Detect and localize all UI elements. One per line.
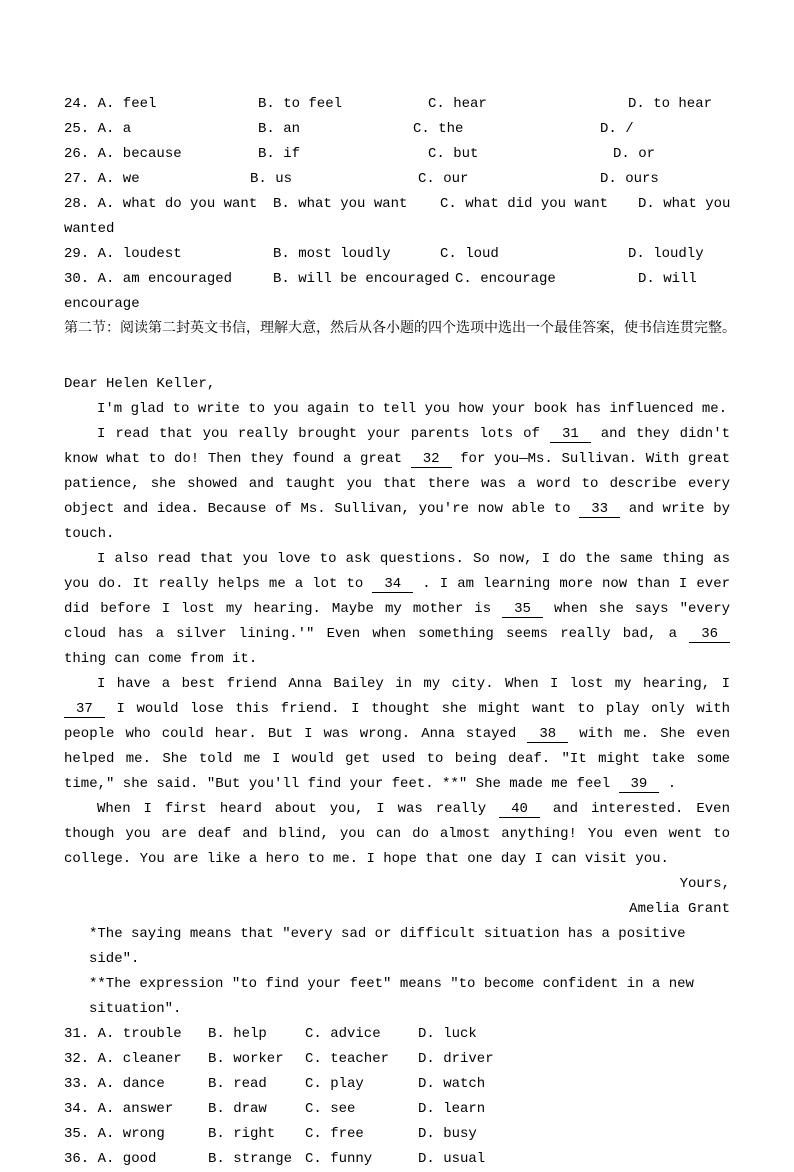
option: B. strange (208, 1151, 293, 1167)
option: D. loudly (628, 246, 704, 262)
option: D. learn (418, 1101, 486, 1117)
question-30 (64, 267, 730, 317)
option: B. read (208, 1076, 267, 1092)
option: C. the (413, 121, 464, 137)
letter-salutation: Dear Helen Keller, (64, 376, 216, 392)
option: D. luck (418, 1026, 477, 1042)
option: 34. A. answer (64, 1101, 174, 1117)
option: D. watch (418, 1076, 486, 1092)
footnote-2: **The expression ″to find your feet″ means ″to become confident in a new situation″. (89, 976, 694, 1017)
footnotes (64, 922, 730, 1022)
letter-closing: Yours, (679, 876, 730, 892)
question-row (64, 117, 730, 142)
question-row (64, 1022, 730, 1047)
option: 24. A. feel (64, 96, 157, 112)
question-29 (64, 242, 730, 267)
question-row (64, 1122, 730, 1147)
option: D. driver (418, 1051, 494, 1067)
option: 33. A. dance (64, 1076, 165, 1092)
letter-paragraph: I read that you really brought your parents lots of 31 and they didn't know what to do! Then they found a great 32 for you—Ms. Sullivan. With great patience, she showed and taught you that there was a word to describe every object and idea. Because of Ms. Sullivan, you're now able to 33 and write by touch. (64, 426, 731, 542)
option: C. loud (440, 246, 499, 262)
option: B. right (208, 1126, 276, 1142)
option: 29. A. loudest (64, 246, 182, 262)
option: D. / (600, 121, 634, 137)
option: 26. A. because (64, 146, 182, 162)
letter-paragraph: I also read that you love to ask questions. So now, I do the same thing as you do. It really helps me a lot to 34 . I am learning more now than I ever did before I lost my hearing. Maybe my mother is 35 when she says ″every cloud has a silver lining.′″ Even when something seems really bad, a 36 thing can come from it. (64, 551, 730, 667)
cloze-blank-39: 39 (619, 776, 660, 793)
option: C. see (305, 1101, 356, 1117)
cloze-blank-33: 33 (579, 501, 620, 518)
option: 32. A. cleaner (64, 1051, 182, 1067)
cloze-blank-34: 34 (372, 576, 413, 593)
option: B. worker (208, 1051, 284, 1067)
option: C. advice (305, 1026, 381, 1042)
option: D. will (638, 271, 697, 287)
question-list-24-30 (64, 92, 730, 317)
footnote-1: *The saying means that ″every sad or difficult situation has a positive side″. (89, 926, 686, 967)
option: B. will be encouraged (273, 271, 450, 287)
question-27 (64, 167, 730, 192)
option: B. if (258, 146, 301, 162)
cloze-blank-38: 38 (527, 726, 568, 743)
option: 25. A. a (64, 121, 132, 137)
question-28 (64, 192, 730, 242)
question-row (64, 1097, 730, 1122)
question-row (64, 1072, 730, 1097)
question-row (64, 167, 730, 192)
section-instruction: 第二节：阅读第二封英文书信，理解大意，然后从各小题的四个选项中选出一个最佳答案，使书信连贯完整。 (64, 321, 736, 337)
option: C. funny (305, 1151, 373, 1167)
question-36 (64, 1147, 730, 1172)
cloze-blank-35: 35 (502, 601, 543, 618)
question-row (64, 267, 730, 292)
option: 35. A. wrong (64, 1126, 165, 1142)
option: C. teacher (305, 1051, 390, 1067)
letter-signature: Amelia Grant (629, 901, 730, 917)
option: C. what did you want (440, 196, 609, 212)
option: B. help (208, 1026, 267, 1042)
option-wrap-line: encourage (64, 296, 140, 312)
question-row (64, 1047, 730, 1072)
cloze-blank-40: 40 (499, 801, 540, 818)
letter (64, 372, 730, 922)
option: B. an (258, 121, 301, 137)
option: B. what you want (273, 196, 408, 212)
letter-paragraph: When I first heard about you, I was really 40 and interested. Even though you are deaf and blind, you can do almost anything! You even went to college. You are like a hero to me. I hope that one day I can visit you. (64, 801, 730, 867)
option: C. hear (428, 96, 487, 112)
option: D. or (613, 146, 656, 162)
option: D. busy (418, 1126, 477, 1142)
option: D. to hear (628, 96, 713, 112)
letter-paragraph: I have a best friend Anna Bailey in my city. When I lost my hearing, I 37 I would lose this friend. I thought she might want to play only with people who could hear. But I was wrong. Anna stayed 38 with me. She even helped me. She told me I would get used to being deaf. ″It might take some time," she said. ″But you'll find your feet. **″ She made me feel 39 . (64, 676, 730, 792)
question-row (64, 142, 730, 167)
question-24 (64, 92, 730, 117)
cloze-blank-36: 36 (689, 626, 730, 643)
option: 28. A. what do you want (64, 196, 258, 212)
option: C. encourage (455, 271, 556, 287)
letter-paragraph: I'm glad to write to you again to tell you how your book has influenced me. (97, 401, 728, 417)
option: 31. A. trouble (64, 1026, 182, 1042)
letter-body (64, 397, 730, 872)
option: B. most loudly (273, 246, 391, 262)
option: 36. A. good (64, 1151, 157, 1167)
option: B. to feel (258, 96, 343, 112)
question-35 (64, 1122, 730, 1147)
option: C. our (418, 171, 469, 187)
option: 30. A. am encouraged (64, 271, 233, 287)
question-26 (64, 142, 730, 167)
option: B. draw (208, 1101, 267, 1117)
cloze-blank-31: 31 (550, 426, 591, 443)
option: D. ours (600, 171, 659, 187)
option: C. but (428, 146, 479, 162)
question-row (64, 92, 730, 117)
question-25 (64, 117, 730, 142)
question-row (64, 192, 730, 217)
option: C. free (305, 1126, 364, 1142)
question-31 (64, 1022, 730, 1047)
option: C. play (305, 1076, 364, 1092)
question-row (64, 1147, 730, 1172)
question-33 (64, 1072, 730, 1097)
question-32 (64, 1047, 730, 1072)
question-list-31-36 (64, 1022, 730, 1172)
option: D. usual (418, 1151, 486, 1167)
option: B. us (250, 171, 293, 187)
question-34 (64, 1097, 730, 1122)
option-wrap-line: wanted (64, 221, 115, 237)
option: D. what you (638, 196, 731, 212)
question-row (64, 242, 730, 267)
cloze-blank-32: 32 (411, 451, 452, 468)
option: 27. A. we (64, 171, 140, 187)
cloze-blank-37: 37 (64, 701, 105, 718)
